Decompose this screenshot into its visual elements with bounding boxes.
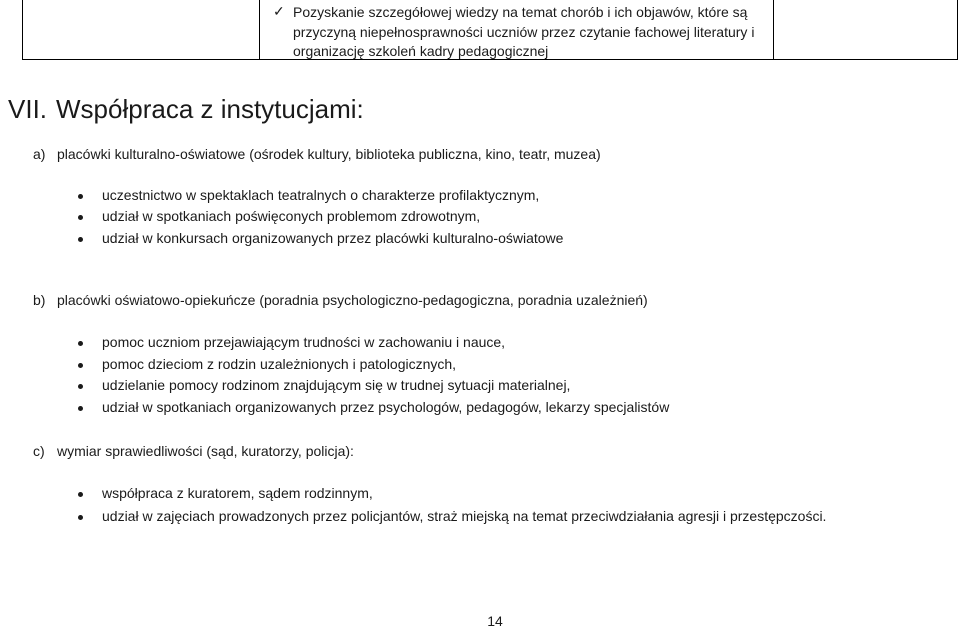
group-label: a)	[33, 146, 46, 162]
group-label: c)	[33, 443, 45, 459]
bullet-icon	[78, 492, 83, 497]
group-text: wymiar sprawiedliwości (sąd, kuratorzy, policja):	[57, 443, 354, 459]
bullet-icon	[78, 237, 83, 242]
group-text: placówki kulturalno-oświatowe (ośrodek kultury, biblioteka publiczna, kino, teatr, muzea)	[57, 146, 601, 162]
table-cell-empty-left	[23, 0, 260, 59]
group-a-heading	[33, 146, 601, 162]
group-text: placówki oświatowo-opiekuńcze (poradnia psychologiczno-pedagogiczna, poradnia uzależnień)	[57, 292, 648, 308]
table-fragment	[22, 0, 958, 60]
group-b-heading	[33, 292, 648, 308]
bullet-icon	[78, 215, 83, 220]
table-cell-content	[259, 0, 774, 59]
bullet-icon	[78, 384, 83, 389]
checkmark-icon: ✓	[273, 3, 285, 19]
section-heading	[8, 94, 364, 125]
section-title: Współpraca z instytucjami:	[56, 94, 364, 124]
bullet-icon	[78, 406, 83, 411]
group-c-heading	[33, 443, 354, 459]
group-label: b)	[33, 292, 46, 308]
table-cell-text: Pozyskanie szczegółowej wiedzy na temat chorób i ich objawów, które są przyczyną niepełnosprawności uczniów przez czytanie fachowej literatury i organizację szkoleń kadry pedagogicznej	[293, 4, 755, 59]
page-number: 14	[487, 613, 503, 629]
section-number: VII.	[8, 94, 48, 124]
bullet-icon	[78, 194, 83, 199]
bullet-icon	[78, 363, 83, 368]
bullet-icon	[78, 341, 83, 346]
bullet-icon	[78, 515, 83, 520]
